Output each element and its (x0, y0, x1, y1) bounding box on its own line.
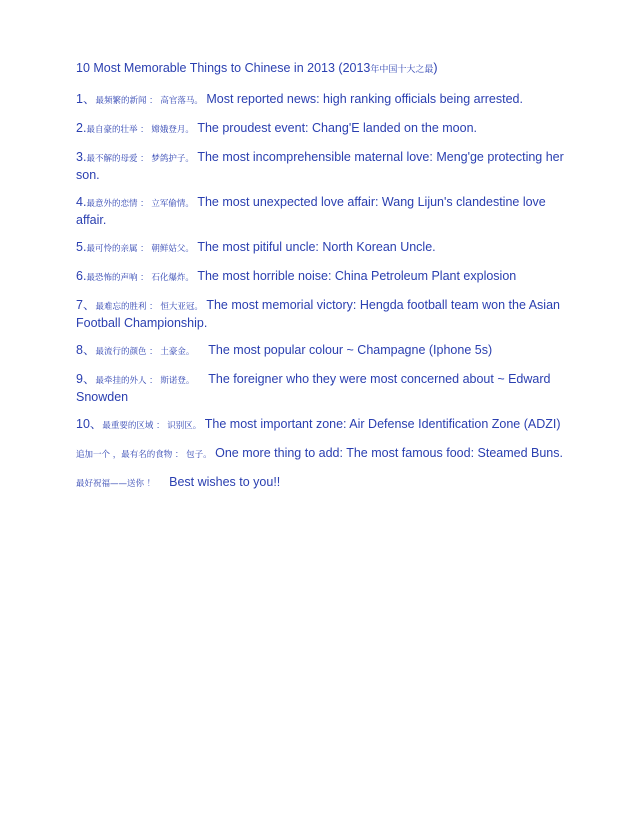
title-chinese: 年中国十大之最 (370, 64, 434, 74)
list-item-2 (76, 120, 576, 138)
item-english: Most reported news: high ranking officials being arrested. (206, 92, 523, 106)
list-item-1 (76, 91, 576, 109)
item-chinese: 最意外的恋情 ： 立军偷情。 (86, 199, 194, 209)
item-number: 5. (76, 240, 87, 254)
item-chinese: 最牵挂的外人 ： 斯诺登。 (95, 376, 195, 386)
item-chinese: 最重要的区域 ： 识别区。 (102, 421, 202, 431)
list-item-extra (76, 445, 576, 463)
item-english: The most incomprehensible maternal love: Meng'ge protecting her son. (76, 150, 564, 182)
item-number: 9、 (76, 372, 96, 386)
item-chinese: 最频繁的新闻 ： 高官落马。 (95, 96, 203, 106)
item-chinese: 最好祝福——送你 ！ (76, 479, 156, 489)
item-number: 2. (76, 121, 87, 135)
item-chinese: 最流行的颜色 ： 土豪金。 (95, 347, 195, 357)
list-item-3 (76, 149, 576, 183)
list-item-9 (76, 371, 576, 405)
list-item-7 (76, 297, 576, 331)
item-english: The proudest event: Chang'E landed on the moon. (197, 121, 477, 135)
item-english: The most unexpected love affair: Wang Lijun's clandestine love affair. (76, 195, 546, 227)
list-item-wishes (76, 474, 576, 492)
list-item-5 (76, 239, 576, 257)
item-number: 7、 (76, 298, 96, 312)
item-chinese: 最难忘的胜利 ： 恒大亚冠。 (95, 302, 203, 312)
document-page (76, 60, 576, 503)
item-chinese: 最自豪的壮举 ： 嫦娥登月。 (86, 125, 194, 135)
item-english: The most horrible noise: China Petroleum Plant explosion (197, 269, 517, 283)
item-number: 4. (76, 195, 87, 209)
item-chinese: 追加一个 ，最有名的食物 ： 包子。 (76, 450, 212, 460)
item-number: 6. (76, 269, 87, 283)
title-english: 10 Most Memorable Things to Chinese in 2013 (2013 (76, 61, 371, 75)
item-english: The most pitiful uncle: North Korean Uncle. (197, 240, 436, 254)
list-item-6 (76, 268, 576, 286)
list-item-4 (76, 194, 576, 228)
document-title (76, 60, 576, 77)
item-english: The foreigner who they were most concerned about ~ Edward Snowden (76, 372, 551, 404)
item-number: 10、 (76, 417, 103, 431)
list-item-8 (76, 342, 576, 360)
item-number: 1、 (76, 92, 96, 106)
item-english: Best wishes to you!! (169, 475, 281, 489)
item-english: The most memorial victory: Hengda football team won the Asian Football Championship. (76, 298, 560, 330)
item-english: The most important zone: Air Defense Identification Zone (ADZI) (204, 417, 561, 431)
item-number: 8、 (76, 343, 96, 357)
title-close-paren: ) (433, 61, 438, 75)
item-chinese: 最可怜的亲属 ： 朝鲜姑父。 (86, 244, 194, 254)
item-english: One more thing to add: The most famous food: Steamed Buns. (215, 446, 563, 460)
item-number: 3. (76, 150, 87, 164)
item-chinese: 最不解的母爱 ： 梦鸽护子。 (86, 154, 194, 164)
list-item-10 (76, 416, 576, 434)
item-english: The most popular colour ~ Champagne (Iphone 5s) (208, 343, 493, 357)
item-chinese: 最恐怖的声响 ： 石化爆炸。 (86, 273, 194, 283)
